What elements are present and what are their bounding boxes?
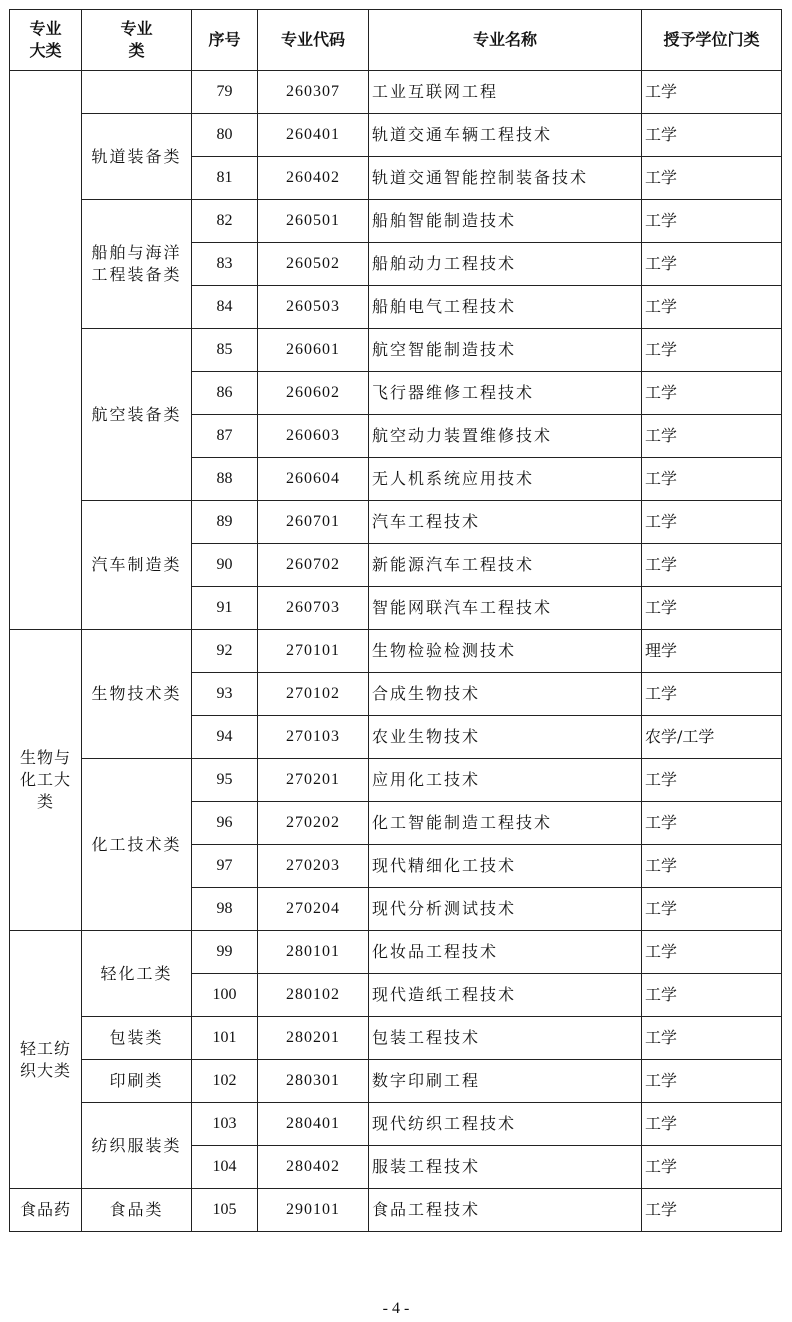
code-cell: 280301 [258, 1060, 369, 1103]
name-cell: 船舶动力工程技术 [369, 243, 642, 286]
degree-cell: 农学/工学 [642, 716, 782, 759]
degree-cell: 工学 [642, 974, 782, 1017]
degree-cell: 工学 [642, 673, 782, 716]
header-name: 专业名称 [369, 10, 642, 71]
seq-cell: 94 [192, 716, 258, 759]
name-cell: 数字印刷工程 [369, 1060, 642, 1103]
code-cell: 280102 [258, 974, 369, 1017]
code-cell: 260601 [258, 329, 369, 372]
degree-cell: 工学 [642, 1146, 782, 1189]
code-cell: 270102 [258, 673, 369, 716]
name-cell: 生物检验检测技术 [369, 630, 642, 673]
degree-cell: 工学 [642, 415, 782, 458]
category-cell: 化工技术类 [82, 759, 192, 931]
code-cell: 280402 [258, 1146, 369, 1189]
seq-cell: 103 [192, 1103, 258, 1146]
table-header-row [10, 10, 782, 71]
seq-cell: 101 [192, 1017, 258, 1060]
code-cell: 270203 [258, 845, 369, 888]
code-cell: 290101 [258, 1189, 369, 1232]
seq-cell: 92 [192, 630, 258, 673]
table-row [10, 1017, 782, 1060]
degree-cell: 工学 [642, 286, 782, 329]
name-cell: 现代纺织工程技术 [369, 1103, 642, 1146]
seq-cell: 85 [192, 329, 258, 372]
header-code: 专业代码 [258, 10, 369, 71]
seq-cell: 95 [192, 759, 258, 802]
seq-cell: 86 [192, 372, 258, 415]
code-cell: 260604 [258, 458, 369, 501]
degree-cell: 工学 [642, 157, 782, 200]
name-cell: 现代分析测试技术 [369, 888, 642, 931]
code-cell: 260502 [258, 243, 369, 286]
name-cell: 新能源汽车工程技术 [369, 544, 642, 587]
header-degree: 授予学位门类 [642, 10, 782, 71]
name-cell: 汽车工程技术 [369, 501, 642, 544]
page-number: - 4 - [382, 1300, 410, 1317]
code-cell: 260701 [258, 501, 369, 544]
name-cell: 化工智能制造工程技术 [369, 802, 642, 845]
seq-cell: 104 [192, 1146, 258, 1189]
degree-cell: 工学 [642, 200, 782, 243]
code-cell: 280401 [258, 1103, 369, 1146]
seq-cell: 88 [192, 458, 258, 501]
degree-cell: 工学 [642, 1017, 782, 1060]
category-cell: 印刷类 [82, 1060, 192, 1103]
header-big-category: 专业 大类 [10, 10, 82, 71]
seq-cell: 97 [192, 845, 258, 888]
name-cell: 服装工程技术 [369, 1146, 642, 1189]
seq-cell: 89 [192, 501, 258, 544]
degree-cell: 工学 [642, 501, 782, 544]
category-cell: 船舶与海洋 工程装备类 [82, 200, 192, 329]
degree-cell: 理学 [642, 630, 782, 673]
big-category-cell [10, 71, 82, 630]
category-cell: 轻化工类 [82, 931, 192, 1017]
table-row [10, 114, 782, 157]
degree-cell: 工学 [642, 372, 782, 415]
name-cell: 现代精细化工技术 [369, 845, 642, 888]
degree-cell: 工学 [642, 845, 782, 888]
table-row [10, 1060, 782, 1103]
degree-cell: 工学 [642, 1189, 782, 1232]
code-cell: 280201 [258, 1017, 369, 1060]
name-cell: 飞行器维修工程技术 [369, 372, 642, 415]
seq-cell: 82 [192, 200, 258, 243]
code-cell: 260503 [258, 286, 369, 329]
code-cell: 270101 [258, 630, 369, 673]
code-cell: 280101 [258, 931, 369, 974]
category-cell: 航空装备类 [82, 329, 192, 501]
code-cell: 260703 [258, 587, 369, 630]
name-cell: 航空智能制造技术 [369, 329, 642, 372]
name-cell: 无人机系统应用技术 [369, 458, 642, 501]
degree-cell: 工学 [642, 931, 782, 974]
degree-cell: 工学 [642, 888, 782, 931]
seq-cell: 93 [192, 673, 258, 716]
table-row [10, 71, 782, 114]
table-row [10, 630, 782, 673]
name-cell: 农业生物技术 [369, 716, 642, 759]
big-category-cell: 生物与 化工大 类 [10, 630, 82, 931]
table-row [10, 931, 782, 974]
name-cell: 化妆品工程技术 [369, 931, 642, 974]
table-row [10, 329, 782, 372]
table-row [10, 759, 782, 802]
category-cell [82, 71, 192, 114]
code-cell: 260602 [258, 372, 369, 415]
code-cell: 260702 [258, 544, 369, 587]
name-cell: 轨道交通车辆工程技术 [369, 114, 642, 157]
seq-cell: 91 [192, 587, 258, 630]
category-cell: 纺织服装类 [82, 1103, 192, 1189]
code-cell: 270103 [258, 716, 369, 759]
degree-cell: 工学 [642, 71, 782, 114]
name-cell: 船舶电气工程技术 [369, 286, 642, 329]
name-cell: 工业互联网工程 [369, 71, 642, 114]
table-row [10, 1103, 782, 1146]
name-cell: 应用化工技术 [369, 759, 642, 802]
degree-cell: 工学 [642, 759, 782, 802]
code-cell: 260401 [258, 114, 369, 157]
degree-cell: 工学 [642, 587, 782, 630]
degree-cell: 工学 [642, 802, 782, 845]
seq-cell: 80 [192, 114, 258, 157]
degree-cell: 工学 [642, 114, 782, 157]
seq-cell: 90 [192, 544, 258, 587]
code-cell: 260603 [258, 415, 369, 458]
category-cell: 包装类 [82, 1017, 192, 1060]
category-cell: 食品类 [82, 1189, 192, 1232]
seq-cell: 102 [192, 1060, 258, 1103]
category-cell: 汽车制造类 [82, 501, 192, 630]
code-cell: 260501 [258, 200, 369, 243]
degree-cell: 工学 [642, 1060, 782, 1103]
seq-cell: 96 [192, 802, 258, 845]
name-cell: 智能网联汽车工程技术 [369, 587, 642, 630]
table-row [10, 501, 782, 544]
degree-cell: 工学 [642, 329, 782, 372]
big-category-cell: 食品药 [10, 1189, 82, 1232]
degree-cell: 工学 [642, 1103, 782, 1146]
name-cell: 现代造纸工程技术 [369, 974, 642, 1017]
seq-cell: 81 [192, 157, 258, 200]
name-cell: 轨道交通智能控制装备技术 [369, 157, 642, 200]
code-cell: 270201 [258, 759, 369, 802]
seq-cell: 83 [192, 243, 258, 286]
majors-table [9, 9, 782, 1232]
code-cell: 270202 [258, 802, 369, 845]
table-row [10, 200, 782, 243]
name-cell: 食品工程技术 [369, 1189, 642, 1232]
table-row [10, 1189, 782, 1232]
name-cell: 包装工程技术 [369, 1017, 642, 1060]
name-cell: 船舶智能制造技术 [369, 200, 642, 243]
category-cell: 轨道装备类 [82, 114, 192, 200]
seq-cell: 79 [192, 71, 258, 114]
code-cell: 260402 [258, 157, 369, 200]
category-cell: 生物技术类 [82, 630, 192, 759]
big-category-cell: 轻工纺 织大类 [10, 931, 82, 1189]
code-cell: 260307 [258, 71, 369, 114]
seq-cell: 84 [192, 286, 258, 329]
seq-cell: 99 [192, 931, 258, 974]
header-seq: 序号 [192, 10, 258, 71]
name-cell: 航空动力装置维修技术 [369, 415, 642, 458]
code-cell: 270204 [258, 888, 369, 931]
name-cell: 合成生物技术 [369, 673, 642, 716]
degree-cell: 工学 [642, 544, 782, 587]
degree-cell: 工学 [642, 458, 782, 501]
seq-cell: 100 [192, 974, 258, 1017]
header-category: 专业 类 [82, 10, 192, 71]
seq-cell: 98 [192, 888, 258, 931]
seq-cell: 105 [192, 1189, 258, 1232]
seq-cell: 87 [192, 415, 258, 458]
degree-cell: 工学 [642, 243, 782, 286]
